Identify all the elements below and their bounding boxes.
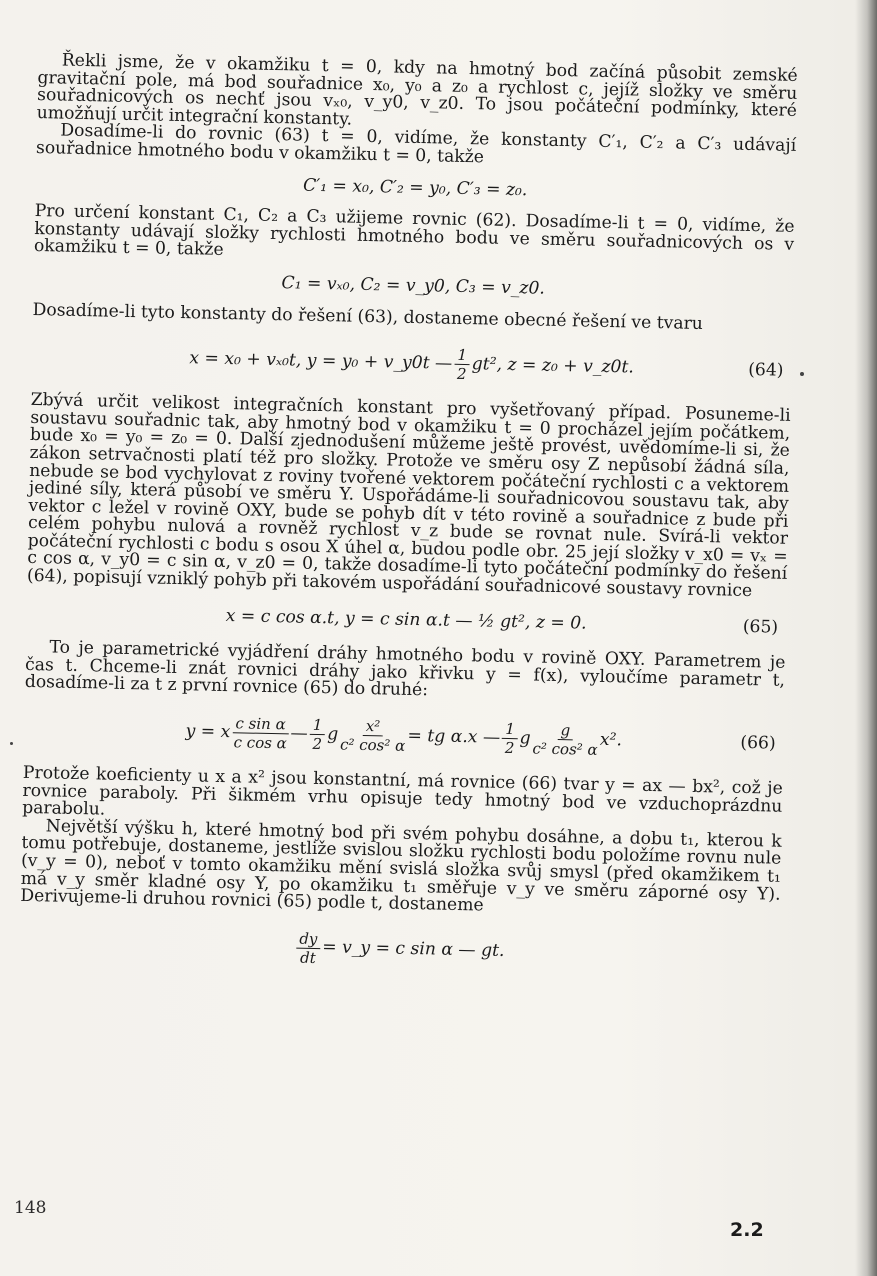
paragraph-substitution: Dosadíme-li do rovnic (63) t = 0, vidíme, že konstanty C′₁, C′₂ a C′₃ udávají souřadnice hmotného bodu v okamžiku t = 0, takže (35, 120, 797, 168)
print-speck (10, 742, 13, 745)
paragraph-velocity-constants: Pro určení konstant C₁, C₂ a C₃ užijeme rovnic (62). Dosadíme-li t = 0, vidíme, že konstanty udávají složky rychlosti hmotného bodu ve směru souřadnicových os v okamžiku t = 0, takže (33, 201, 795, 261)
print-speck (800, 372, 804, 376)
page-edge-shadow (855, 0, 877, 1276)
equation-derivative: $\frac{dy}{dt}$ = v_y = c sin α — gt. (19, 924, 780, 977)
fraction-half: $\frac{1}{2}$ (454, 346, 470, 383)
equation-65: x = c cos α.t, y = c sin α.t — ½ gt², z = 0. (65) (225, 605, 779, 638)
equation-velocity-constants: C₁ = vₓ₀, C₂ = v_y0, C₃ = v_z0. (281, 273, 546, 299)
equation-position-constants: C′₁ = x₀, C′₂ = y₀, C′₃ = z₀. (302, 175, 528, 200)
paragraph-parametric: To je parametrické vyjádření dráhy hmotného bodu v rovině OXY. Parametrem je čas t. Chceme-li znát rovnici dráhy jako křivku y = f(x), vyloučíme parametr t, dosadíme-li za t z první rovnice (65) do druhé: (24, 637, 786, 701)
equation-number-66: (66) (740, 732, 776, 754)
equation-66: y = x $\frac{\text{c sin α}}{\text{c cos α}}$ — $\frac{1}{2}$ g $\frac{\text{x²}}{\text{c² cos² α}}$ = tg α.x — $\frac{1}{2}$ g $\frac{g}{\text{c² cos² α}}$ x². (66) (185, 714, 776, 759)
fraction-dy-dt: $\frac{dy}{dt}$ (296, 929, 321, 966)
equation-number-65: (65) (742, 616, 779, 638)
equation-number-64: (64) (747, 359, 784, 381)
text-body (19, 52, 798, 994)
paragraph-parabola: Protože koeficienty u x a x² jsou konstantní, má rovnice (66) tvar y = ax — bx², což je rovnice paraboly. Při šikmém vrhu opisuje tedy hmotný bod ve vzduchoprázdnu parabolu. (21, 762, 783, 820)
equation-64: x = x₀ + vₓ₀t, y = y₀ + v_y0t — $\frac{1}{2}$ gt², z = z₀ + v_z0t. (64) (189, 345, 784, 384)
paragraph-initial-conditions: Řekli jsme, že v okamžiku t = 0, kdy na hmotný bod začíná působit zemské gravitační pole, má bod souřadnice x₀, y₀ a z₀ a rychlost c, jejíž složky ve směru souřadnicových os nechť jsou vₓ₀, v_y0, v_z0. To jsou počáteční podmínky, které umožňují určit integrační konstanty. (36, 50, 798, 130)
paragraph-general-solution: Dosadíme-li tyto konstanty do řešení (63), dostaneme obecné řešení ve tvaru (32, 299, 704, 334)
chapter-reference: 2.2 (730, 1219, 764, 1241)
page-number: 148 (14, 1198, 47, 1218)
paragraph-integration-constants: Zbývá určit velikost integračních konstant pro vyšetřovaný případ. Posuneme-li soustavu souřadnic tak, aby hmotný bod v okamžiku t = 0 procházel jejím počátkem, bude x₀ = y₀ = z₀ = 0. Další zjednodušení můžeme ještě provést, uvědomíme-li si, že zákon setrvačnosti platí též pro složky. Protože ve směru osy Z nepůsobí žádná síla, nebude se bod vychylovat z roviny tvořené vektorem počáteční rychlosti c a vektorem jediné síly, která působí ve směru Y. Uspořádáme-li souřadnicovou soustavu tak, aby vektor c ležel v rovině OXY, bude se pohyb dít v této rovině a souřadnice z bude při celém pohybu nulová a rovněž rychlost v_z bude se rovnat nule. Svírá-li vektor počáteční rychlosti c bodu s osou X úhel α, budou podle obr. 25 její složky v_x0 = vₓ = c cos α, v_y0 = c sin α, v_z0 = 0, takže dosadíme-li tyto počáteční podmínky do řešení (64), popisují vzniklý pohyb při takovém uspořádání souřadnicové soustavy rovnice (26, 390, 791, 602)
paragraph-max-height: Největší výšku h, které hmotný bod při svém pohybu dosáhne, a dobu t₁, kterou k tomu potřebuje, dostaneme, jestliže svislou složku rychlosti bodu položíme rovnu nule (v_y = 0), neboť v tomto okamžiku mění svislá složka svůj smysl (před okamžikem t₁ má v_y směr kladné osy Y, po okamžiku t₁ směřuje v_y ve směru záporné osy Y). Derivujeme-li druhou rovnici (65) podle t, dostaneme (20, 816, 782, 916)
